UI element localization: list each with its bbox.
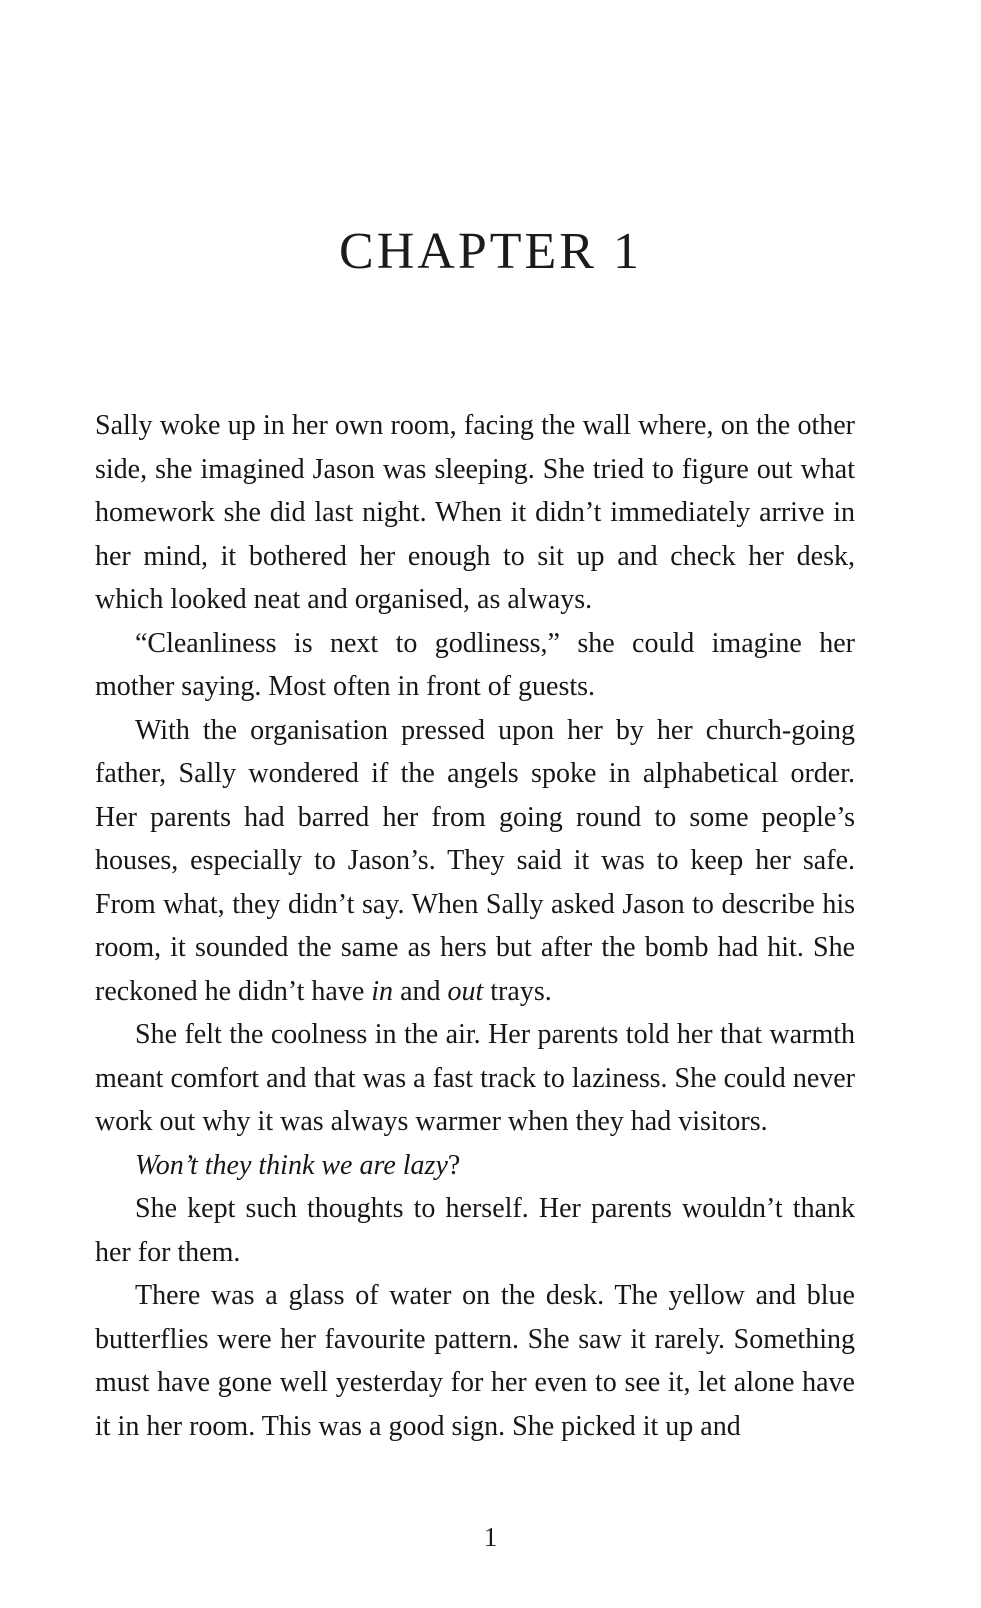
- paragraph-segment: ?: [447, 1149, 461, 1181]
- paragraph: [95, 404, 855, 622]
- paragraph: [95, 1274, 855, 1448]
- paragraph: [95, 622, 855, 709]
- paragraph-segment: and: [393, 975, 448, 1007]
- paragraph: [95, 1013, 855, 1144]
- page-number: 1: [483, 1522, 498, 1552]
- paragraph-segment: There was a glass of water on the desk. The yellow and blue butterflies were her favourite pattern. She saw it rarely. Something must have gone well yesterday for her even to see it, let alone have it in her room. This was a good sign. She picked it up and: [95, 1280, 855, 1442]
- paragraph-segment: “Cleanliness is next to godliness,” she could imagine her mother saying. Most often in front of guests.: [95, 627, 855, 702]
- paragraph-segment-italic: Won’t they think we are lazy: [135, 1149, 448, 1181]
- paragraph-segment: She felt the coolness in the air. Her parents told her that warmth meant comfort and that was a fast track to laziness. She could never work out why it was always warmer when they had visitors.: [95, 1019, 855, 1137]
- paragraph: [95, 709, 855, 1014]
- paragraph-segment: She kept such thoughts to herself. Her parents wouldn’t thank her for them.: [95, 1193, 855, 1268]
- paragraph-segment: Sally woke up in her own room, facing the wall where, on the other side, she imagined Jason was sleeping. She tried to figure out what homework she did last night. When it didn’t immediately arrive in her mind, it bothered her enough to sit up and check her desk, which looked neat and organised, as always.: [95, 410, 855, 615]
- body-text: [95, 404, 855, 1448]
- chapter-heading: CHAPTER 1: [339, 223, 642, 280]
- paragraph-segment: trays.: [483, 975, 552, 1007]
- paragraph-segment: With the organisation pressed upon her by her church-going father, Sally wondered if the angels spoke in alphabetical order. Her parents had barred her from going round to some people’s houses, especially to Jason’s. They said it was to keep her safe. From what, they didn’t say. When Sally asked Jason to describe his room, it sounded the same as hers but after the bomb had hit. She reckoned he didn’t have: [95, 714, 855, 1007]
- paragraph-segment-italic: out: [447, 975, 484, 1007]
- paragraph-segment-italic: in: [371, 975, 394, 1007]
- paragraph: [95, 1187, 855, 1274]
- paragraph: [95, 1144, 855, 1188]
